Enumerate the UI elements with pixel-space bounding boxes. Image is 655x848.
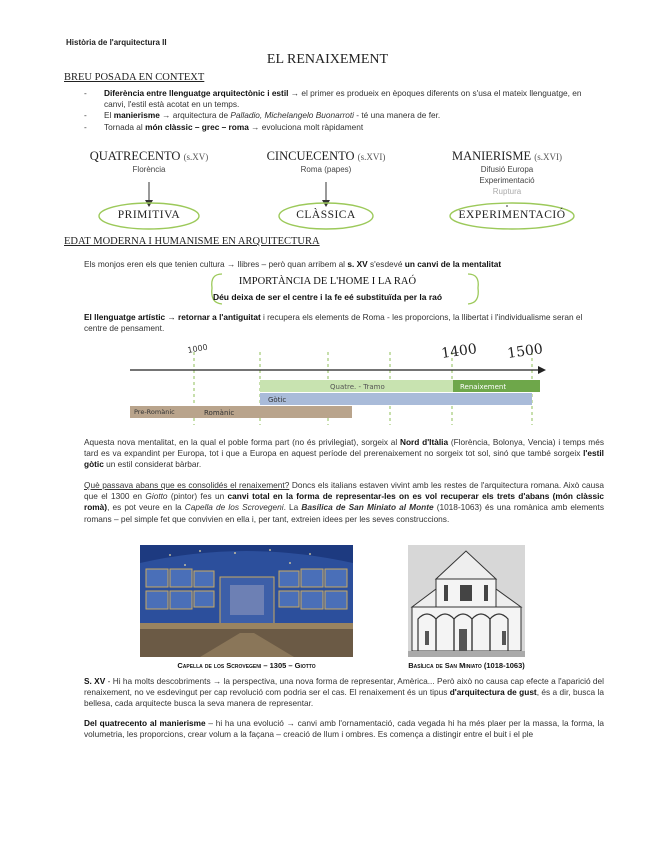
- paragraph-abans: Què passava abans que es consolidés el renaixement? Doncs els italians estaven vivint amb les restes de l'arquitectura romana. Això causa que el 1300 en Giotto (pintor) fes un canvi total en la forma de representar-les on es vol recuperar els trets d'abans (món clàssic romà), es pot veure en la Capella de los Scrovegeni. La Basílica de San Miniato al Monte (1018-1063) és una romànica amb elements romans – pel simple fet que convivien en ella i, per tant, extreien idees per les seves construccions.: [84, 480, 604, 524]
- importance-heading: IMPORTÀNCIA DE L'HOME I LA RAÓ: [238, 276, 417, 287]
- bullet-1: - Diferència entre llenguatge arquitectònic i estil → el primer es produeix en èpoques diferents on s'usa el mateix llenguatge, en canvi, l'estil està acotat en un temps.: [84, 88, 594, 110]
- bar-label-renaixement: Renaixement: [460, 383, 507, 391]
- paragraph-monjos: Els monjos eren els que tenien cultura → llibres – però quan arribem al s. XV s'esdevé un canvi de la mentalitat: [84, 259, 502, 269]
- scrovegni-chapel-image: [140, 545, 353, 657]
- timeline-mark-1400: 1400: [440, 341, 478, 362]
- importance-sub: Déu deixa de ser el centre i la fe eé substituïda per la raó: [212, 292, 443, 302]
- paragraph-quatrecento-manierisme: Del quatrecento al manierisme – hi ha una evolució → canvi amb l'ornamentació, cada vegada hi ha més plaer per la massa, la forma, la volumetria, les proporcions, crear volum a la façana – creació de llum i ombres. Es comença a distingir entre el buit i el ple: [84, 718, 604, 740]
- bullet-3: - Tornada al món clàssic – grec – roma → evoluciona molt ràpidament: [84, 122, 594, 133]
- period-note: Experimentació: [479, 176, 535, 185]
- period-manierisme: [437, 149, 577, 197]
- paragraph-llenguatge: El llenguatge artístic → retornar a l'antiguitat i recupera els elements de Roma - les proporcions, la llibertat i l'individualisme seran el centre de pensament.: [84, 312, 583, 334]
- period-title: CINCUECENTO (s.XVI): [266, 149, 386, 163]
- paragraph-mentalitat: Aquesta nova mentalitat, en la qual el poble forma part (no és privilegiat), sorgeix al Nord d'Itàlia (Florència, Bolonya, Vencia) i temps més tard es va expandint per Europa, tot i que a Europa en aquest període del prerenaixement no sorgeix tot sol, sinó que també sorgeix l'estil gòtic un estil considerat bàrbar.: [84, 437, 604, 470]
- bar-label-quatrecento: Quatre. - Tramo: [330, 383, 385, 391]
- san-miniato-image: [408, 545, 525, 657]
- period-note: Roma (papes): [300, 165, 352, 174]
- period-note: Florència: [132, 165, 166, 174]
- bar-label-preromanic: Pre-Romànic: [134, 408, 175, 416]
- timeline-mark-1500: 1500: [506, 341, 544, 362]
- bar-label-romanic: Romànic: [204, 409, 235, 417]
- period-note: Difusió Europa: [480, 165, 534, 174]
- period-word-experimentacio: EXPERIMENTACIÓ: [458, 209, 566, 221]
- page-title: EL RENAIXEMENT: [266, 52, 389, 67]
- caption-scrovegni: Capella de los Scrovegeni – 1305 – Giotto: [177, 661, 316, 670]
- timeline-mark-1000: 1000: [186, 342, 209, 355]
- timeline-chart: [120, 340, 550, 430]
- section-heading-humanisme: EDAT MODERNA I HUMANISME EN ARQUITECTURA: [64, 236, 320, 247]
- period-word-primitiva: PRIMITIVA: [117, 209, 181, 221]
- period-note: Ruptura: [492, 187, 522, 196]
- period-word-classica: CLÀSSICA: [296, 209, 356, 221]
- period-cincuecento: [256, 149, 396, 175]
- document-header: Història de l'arquitectura II: [66, 38, 167, 47]
- caption-san-miniato: Basílica de San Miniato (1018-1063): [408, 661, 525, 670]
- bar-gotic: [260, 393, 532, 405]
- bullet-2: - El manierisme → arquitectura de Palladio, Michelangelo Buonarroti - té una manera de fer.: [84, 110, 594, 121]
- paragraph-sxv: S. XV - Hi ha molts descobriments → la perspectiva, una nova forma de representar, Amèrica... Però això no causa cap efecte a l'aparició del renaixement, no ve esdevingut per cap revolució com podria ser el cas. El renaixement és un tipus d'arquitectura de gust, és a dir, busca la bellesa, cada arquitecte busca la seva manera de representar.: [84, 676, 604, 709]
- period-decoration: [0, 0, 655, 240]
- section-heading-context: BREU POSADA EN CONTEXT: [64, 72, 205, 83]
- period-quatrecento: [79, 149, 219, 175]
- period-title: MANIERISME (s.XVI): [451, 149, 563, 163]
- period-title: QUATRECENTO (s.XV): [89, 149, 209, 163]
- bar-label-gotic: Gòtic: [268, 396, 287, 404]
